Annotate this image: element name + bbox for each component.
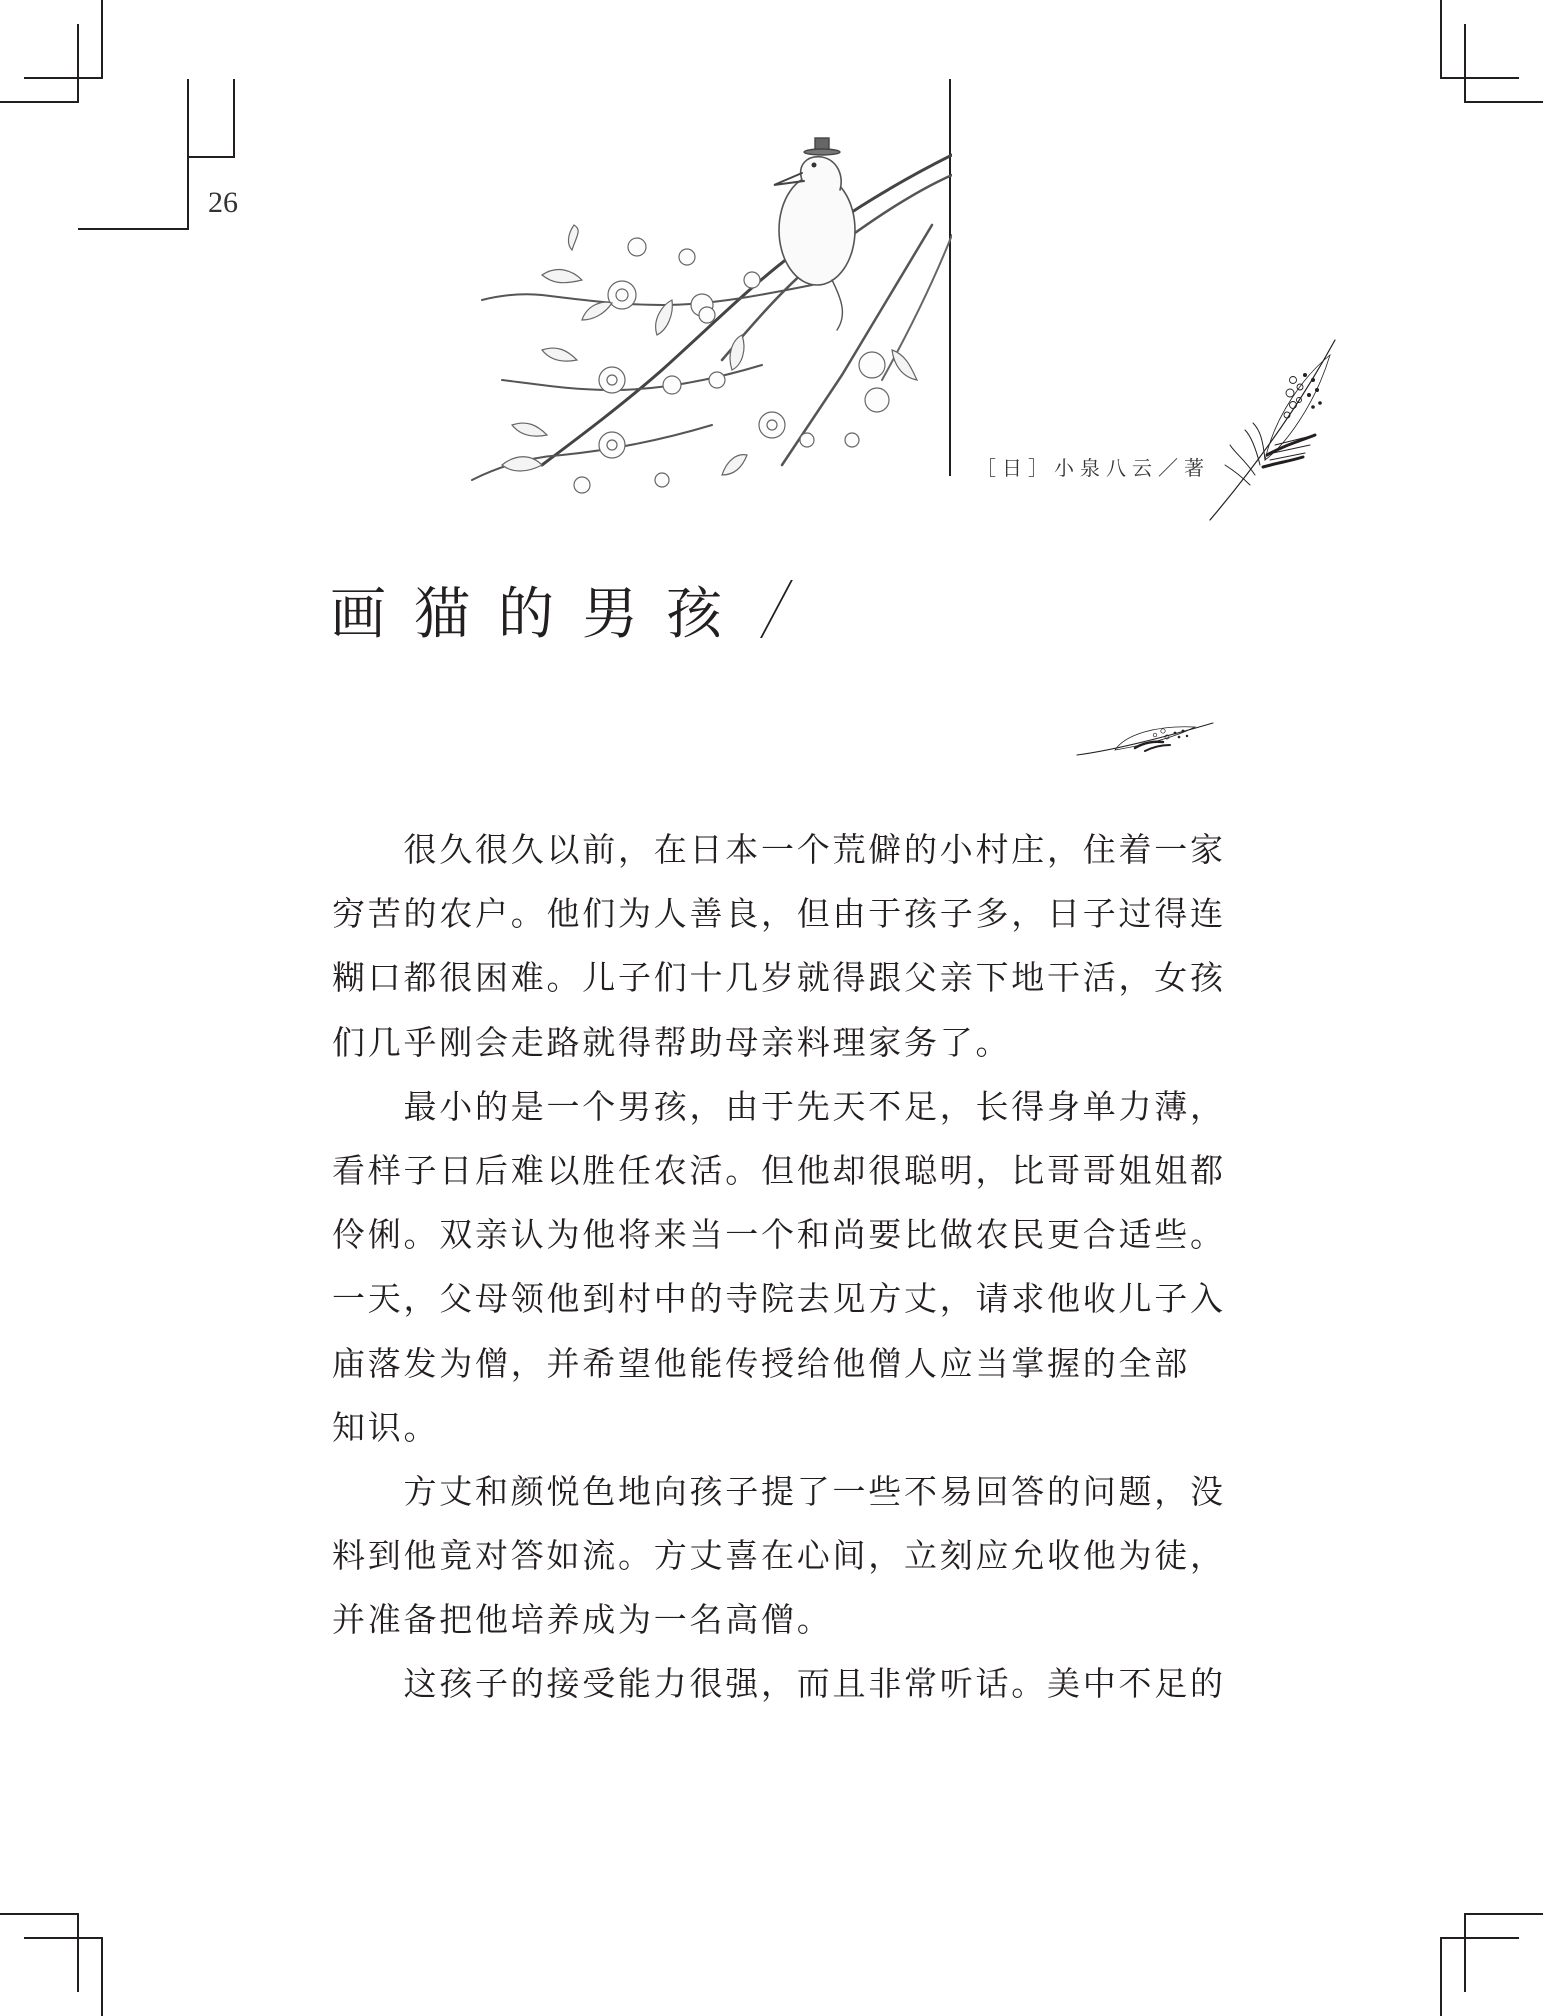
- text-line: 并准备把他培养成为一名高僧。: [332, 1600, 833, 1640]
- text-line: 料到他竟对答如流。方丈喜在心间，立刻应允收他为徒，: [332, 1536, 1226, 1576]
- crop-mark-line: [101, 0, 103, 79]
- text-line: 们几乎刚会走路就得帮助母亲料理家务了。: [332, 1022, 1012, 1062]
- crop-mark-line: [1464, 1913, 1543, 1915]
- frame-line: [233, 79, 235, 158]
- text-line: 庙落发为僧，并希望他能传授给他僧人应当掌握的全部: [332, 1343, 1190, 1383]
- crop-mark-line: [1464, 24, 1466, 103]
- crop-mark-line: [101, 1937, 103, 2016]
- paragraph: [332, 826, 1226, 1083]
- crop-mark-line: [24, 77, 103, 79]
- text-line: 最小的是一个男孩，由于先天不足，长得身单力薄，: [332, 1086, 1226, 1126]
- body-text: [332, 826, 1226, 1725]
- bird-branch-illustration: [462, 135, 952, 515]
- paragraph: [332, 1468, 1226, 1661]
- crop-mark-line: [1440, 77, 1519, 79]
- page-number: 26: [208, 186, 238, 219]
- feather-icon: [1205, 335, 1340, 525]
- text-line: 很久很久以前，在日本一个荒僻的小村庄，住着一家: [332, 830, 1226, 869]
- crop-mark-line: [77, 24, 79, 103]
- crop-mark-line: [77, 1913, 79, 1992]
- text-line: 方丈和颜悦色地向孩子提了一些不易回答的问题，没: [332, 1471, 1226, 1511]
- crop-mark-line: [1464, 101, 1543, 103]
- author-byline: ［日］小泉八云／著: [976, 456, 1210, 480]
- text-line: 一天，父母领他到村中的寺院去见方丈，请求他收儿子入: [332, 1279, 1226, 1319]
- crop-mark-line: [1440, 0, 1442, 79]
- text-line: 伶俐。双亲认为他将来当一个和尚要比做农民更合适些。: [332, 1215, 1226, 1255]
- crop-mark-line: [0, 1913, 79, 1915]
- frame-line: [187, 79, 189, 230]
- chapter-title: 画猫的男孩: [330, 582, 750, 647]
- paragraph: [332, 1083, 1226, 1468]
- crop-mark-line: [24, 1937, 103, 1939]
- crop-mark-line: [0, 101, 79, 103]
- crop-mark-line: [1464, 1913, 1466, 1992]
- frame-line: [78, 228, 189, 230]
- crop-mark-line: [1440, 1937, 1519, 1939]
- paragraph: [332, 1660, 1226, 1724]
- text-line: 穷苦的农户。他们为人善良，但由于孩子多，日子过得连: [332, 894, 1226, 934]
- title-slash-ornament: [760, 580, 793, 638]
- crop-mark-line: [1440, 1937, 1442, 2016]
- feather-small-icon: [1075, 715, 1215, 760]
- text-line: 这孩子的接受能力很强，而且非常听话。美中不足的: [332, 1664, 1226, 1704]
- text-line: 知识。: [332, 1407, 440, 1447]
- text-line: 看样子日后难以胜任农活。但他却很聪明，比哥哥姐姐都: [332, 1150, 1226, 1190]
- frame-line: [187, 156, 235, 158]
- text-line: 糊口都很困难。儿子们十几岁就得跟父亲下地干活，女孩: [332, 958, 1226, 998]
